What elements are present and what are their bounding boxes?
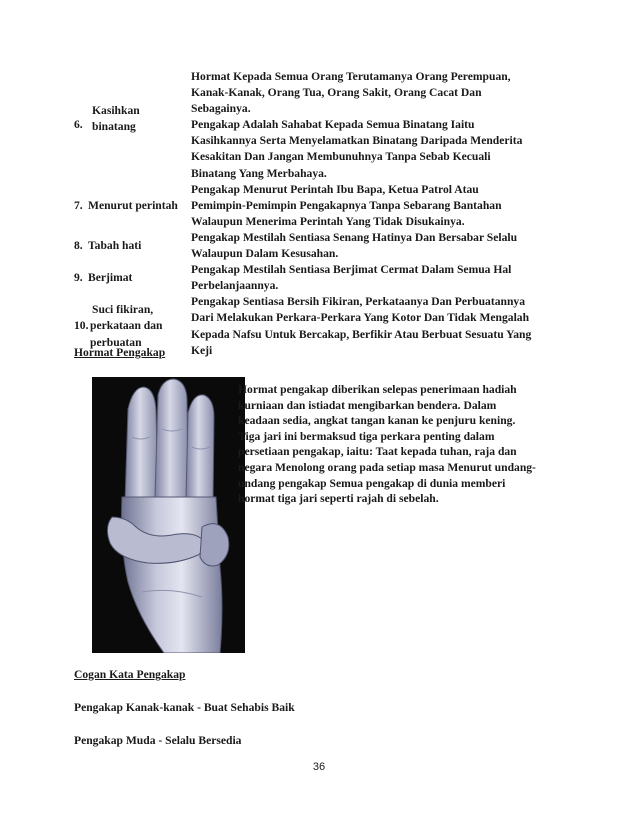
law-desc-line: Sebagainya. bbox=[191, 102, 251, 116]
law-description bbox=[191, 294, 574, 358]
law-name-line: Suci fikiran, bbox=[92, 303, 154, 317]
law-name bbox=[88, 63, 188, 176]
law-description bbox=[191, 182, 574, 230]
salute-line: hormat tiga jari seperti rajah di sebelah. bbox=[238, 492, 439, 506]
scout-law-list bbox=[74, 69, 574, 359]
salute-line: Tiga jari ini bermaksud tiga perkara penting dalam bbox=[238, 429, 495, 443]
law-number: 10. bbox=[74, 319, 89, 333]
law-name-line: Kasihkan bbox=[92, 104, 140, 118]
law-item-6 bbox=[74, 69, 574, 182]
law-name bbox=[88, 182, 188, 230]
law-desc-line: Pengakap Mestilah Sentiasa Berjimat Cermat Dalam Semua Hal bbox=[191, 263, 512, 277]
law-name-line: Menurut perintah bbox=[88, 198, 178, 212]
salute-line: keadaan sedia, angkat tangan kanan ke penjuru kening. bbox=[238, 414, 516, 428]
salute-line: undang pengakap Semua pengakap di dunia memberi bbox=[238, 476, 506, 490]
law-number: 7. bbox=[74, 198, 83, 212]
motto-line-cub: Pengakap Kanak-kanak - Buat Sehabis Baik bbox=[74, 701, 295, 714]
law-desc-line: Pengakap Menurut Perintah Ibu Bapa, Ketua Patrol Atau bbox=[191, 182, 479, 196]
law-name-line: Tabah hati bbox=[88, 238, 142, 252]
law-desc-line: Kasihkannya Serta Menyelamatkan Binatang Daripada Menderita bbox=[191, 134, 523, 148]
law-desc-line: Walaupun Menerima Perintah Yang Tidak Disukainya. bbox=[191, 214, 465, 228]
law-item-9 bbox=[74, 262, 574, 294]
salute-line: Hormat pengakap diberikan selepas penerimaan hadiah bbox=[238, 383, 517, 396]
motto-heading: Cogan Kata Pengakap bbox=[74, 668, 186, 681]
salute-line: kurniaan dan istiadat mengibarkan bendera. Dalam bbox=[238, 398, 497, 412]
law-desc-line: Pengakap Adalah Sahabat Kepada Semua Binatang Iaitu bbox=[191, 118, 475, 132]
law-desc-line: Kanak-Kanak, Orang Tua, Orang Sakit, Orang Cacat Dan bbox=[191, 86, 482, 100]
salute-line: negara Menolong orang pada setiap masa Menurut undang- bbox=[238, 460, 536, 474]
law-desc-line: Pemimpin-Pemimpin Pengakapnya Tanpa Sebarang Bantahan bbox=[191, 198, 502, 212]
law-name bbox=[88, 262, 188, 294]
law-desc-line: Pengakap Mestilah Sentiasa Senang Hatinya Dan Bersabar Selalu bbox=[191, 230, 518, 244]
salute-description bbox=[238, 382, 578, 507]
salute-heading: Hormat Pengakap bbox=[74, 346, 166, 359]
law-number: 6. bbox=[74, 118, 83, 132]
law-desc-line: Keji bbox=[191, 343, 213, 357]
law-desc-line: Binatang Yang Merbahaya. bbox=[191, 166, 327, 180]
law-desc-line: Pengakap Sentiasa Bersih Fikiran, Perkataanya Dan Perbuatannya bbox=[191, 295, 525, 309]
law-description bbox=[191, 262, 574, 294]
law-desc-line: Dari Melakukan Perkara-Perkara Yang Kotor Dan Tidak Mengalah bbox=[191, 311, 530, 325]
law-desc-line: Hormat Kepada Semua Orang Terutamanya Orang Perempuan, bbox=[191, 70, 511, 83]
law-description bbox=[191, 69, 574, 182]
three-finger-salute-hand-icon bbox=[92, 377, 245, 653]
motto-line-scout: Pengakap Muda - Selalu Bersedia bbox=[74, 734, 242, 747]
law-name-line: binatang bbox=[92, 120, 136, 134]
law-desc-line: Kepada Nafsu Untuk Bercakap, Berfikir Atau Berbuat Sesuatu Yang bbox=[191, 327, 532, 341]
law-number: 8. bbox=[74, 238, 83, 252]
page-number: 36 bbox=[312, 761, 326, 773]
law-name-line: Berjimat bbox=[88, 271, 133, 285]
law-number: 9. bbox=[74, 271, 83, 285]
law-item-8 bbox=[74, 230, 574, 262]
law-name-line: perbuatan bbox=[90, 335, 142, 349]
law-description bbox=[191, 230, 574, 262]
law-item-7 bbox=[74, 182, 574, 230]
law-name bbox=[88, 230, 188, 262]
law-desc-line: Kesakitan Dan Jangan Membunuhnya Tanpa Sebab Kecuali bbox=[191, 150, 491, 164]
law-name-line: perkataan dan bbox=[90, 319, 163, 333]
salute-line: persetiaan pengakap, iaitu: Taat kepada tuhan, raja dan bbox=[238, 445, 517, 459]
law-desc-line: Walaupun Dalam Kesusahan. bbox=[191, 247, 339, 261]
law-desc-line: Perbelanjaannya. bbox=[191, 279, 279, 293]
